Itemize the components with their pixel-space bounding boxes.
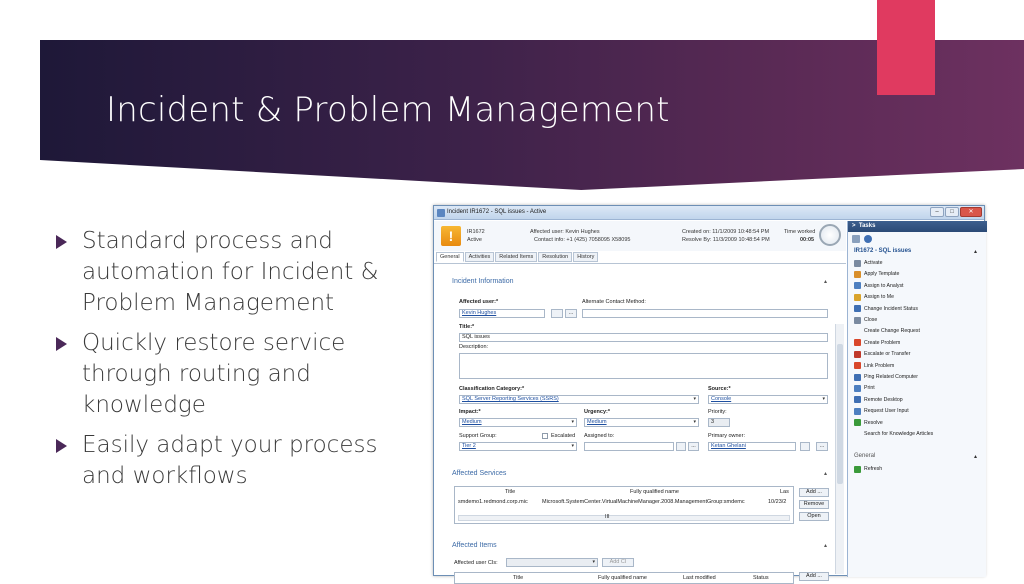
bullet-text: Standard process and automation for Incident & Problem Management [82, 228, 379, 316]
task-label: Request User Input [864, 408, 909, 415]
source-dropdown[interactable]: Console ▾ [708, 395, 828, 404]
tab-history[interactable]: History [573, 252, 598, 262]
refresh-icon [854, 466, 861, 473]
minimize-button[interactable]: – [930, 207, 944, 217]
bullet-list [56, 226, 396, 501]
task-label: Resolve [864, 419, 883, 426]
task-icon [854, 408, 861, 415]
incident-window [433, 205, 985, 581]
column-header-fqn[interactable]: Fully qualified name [598, 575, 647, 581]
task-icon [854, 396, 861, 403]
task-item[interactable] [854, 395, 903, 405]
general-tab-content [434, 263, 846, 581]
task-item[interactable] [854, 361, 894, 371]
priority-label: Priority: [708, 409, 727, 415]
add-service-button[interactable]: Add ... [799, 488, 829, 497]
impact-dropdown[interactable]: Medium ▾ [459, 418, 577, 427]
urgency-label: Urgency:* [584, 409, 610, 415]
tasks-section-general: General [854, 453, 876, 459]
incident-form [434, 221, 846, 581]
task-icon [854, 282, 861, 289]
help-icon[interactable] [864, 235, 872, 243]
classification-dropdown[interactable]: SQL Server Reporting Services (SSRS) ▾ [459, 395, 699, 404]
affected-user-summary: Affected user: Kevin Hughes [530, 229, 600, 235]
bullet-text: Easily adapt your process and workflows [82, 432, 378, 489]
affected-user-lookup-button[interactable] [551, 309, 563, 318]
task-icon [854, 431, 861, 438]
task-label: Search for Knowledge Articles [864, 431, 934, 437]
task-item[interactable] [854, 429, 933, 439]
scroll-grip: III [605, 514, 610, 520]
task-label: Apply Template [864, 271, 900, 278]
window-title: Incident IR1672 - SQL issues - Active [447, 209, 547, 215]
description-label: Description: [459, 344, 489, 350]
affected-items-heading[interactable]: Affected Items [452, 542, 497, 549]
task-icon [854, 362, 861, 369]
bullet-item [56, 328, 396, 421]
stopwatch-icon[interactable] [819, 224, 841, 246]
task-icon [854, 260, 861, 267]
affected-user-label: Affected user:* [459, 299, 499, 305]
table-cell-fqn[interactable]: Microsoft.SystemCenter.VirtualMachineManager.2008.ManagementGroup:smdemc [542, 499, 745, 505]
task-label: Assign to Analyst [864, 282, 904, 289]
maximize-button[interactable]: □ [945, 207, 959, 217]
column-header-last[interactable]: Las [780, 489, 789, 495]
column-header-status[interactable]: Status [753, 575, 769, 581]
description-field[interactable] [459, 353, 828, 379]
table-cell-last[interactable]: 10/23/2 [768, 499, 787, 505]
support-group-label: Support Group: [459, 433, 497, 439]
incident-id: IR1672 [467, 229, 485, 235]
time-worked-label: Time worked [784, 229, 816, 235]
affected-user-field[interactable]: Kevin Hughes [459, 309, 545, 318]
task-item[interactable] [854, 304, 918, 314]
add-ci-button[interactable]: Add CI [602, 558, 634, 567]
priority-field: 3 [708, 418, 730, 427]
tasks-section-incident: IR1672 - SQL issues [854, 248, 912, 254]
task-icon [854, 294, 861, 301]
tasks-header[interactable]: > Tasks [848, 221, 987, 232]
affected-user-browse-button[interactable]: ... [565, 309, 577, 318]
task-item[interactable] [854, 418, 883, 428]
escalated-label: Escalated [551, 433, 576, 439]
close-button[interactable]: ✕ [960, 207, 982, 217]
affected-items-grid [454, 572, 794, 584]
task-icon [854, 328, 861, 335]
task-icon [854, 351, 861, 358]
task-label: Print [864, 385, 875, 392]
bullet-item [56, 430, 396, 492]
primary-owner-field[interactable]: Ketan Ghelani [708, 442, 796, 451]
collapse-icon[interactable]: ▴ [974, 454, 978, 460]
table-cell-title[interactable]: smdemo1.redmond.corp.mic [458, 499, 528, 505]
task-label: Escalate or Transfer [864, 351, 911, 358]
bullet-text: Quickly restore service through routing and knowledge [82, 330, 346, 418]
task-item[interactable] [854, 349, 910, 359]
incident-status: Active [467, 237, 482, 243]
task-label: Change Incident Status [864, 305, 918, 312]
contact-info: Contact info: +1 (425) 7058095 X58095 [534, 237, 631, 243]
urgency-dropdown[interactable]: Medium ▾ [584, 418, 699, 427]
bullet-item [56, 226, 396, 319]
tasks-toolbar [852, 235, 872, 243]
incident-header [434, 221, 846, 251]
task-label: Refresh [864, 466, 883, 472]
classification-label: Classification Category:* [459, 386, 525, 392]
tab-strip [436, 252, 598, 262]
add-item-button[interactable]: Add ... [799, 572, 829, 581]
column-header-fqn[interactable]: Fully qualified name [630, 489, 679, 495]
pane-icon[interactable] [852, 235, 860, 243]
task-icon [854, 271, 861, 278]
created-on: Created on: 11/1/2009 10:48:54 PM [682, 229, 770, 235]
task-item[interactable] [854, 406, 909, 416]
column-header-title[interactable]: Title [513, 575, 524, 581]
assigned-to-lookup-button[interactable] [676, 442, 686, 451]
task-item-refresh[interactable] [854, 464, 882, 474]
window-titlebar[interactable] [434, 206, 984, 220]
alternate-contact-label: Alternate Contact Method: [582, 299, 646, 305]
slide-title: Incident & Problem Management [106, 90, 670, 130]
assigned-to-field[interactable] [584, 442, 674, 451]
accent-tab [877, 0, 935, 95]
support-group-dropdown[interactable]: Tier 2 ▾ [459, 442, 577, 451]
task-label: Link Problem [864, 362, 895, 369]
triangle-bullet-icon [56, 439, 67, 453]
task-item[interactable] [854, 292, 894, 302]
primary-owner-label: Primary owner: [708, 433, 745, 439]
affected-services-heading[interactable]: Affected Services [452, 470, 507, 477]
task-item[interactable] [854, 372, 918, 382]
tab-related-items[interactable]: Related Items [495, 252, 537, 262]
scrollbar-thumb[interactable] [837, 344, 843, 484]
task-item[interactable] [854, 281, 904, 291]
collapse-icon[interactable]: ▴ [824, 279, 828, 285]
task-label: Activate [864, 260, 883, 266]
collapse-icon[interactable]: ▴ [824, 543, 828, 549]
task-label: Create Change Request [864, 328, 920, 335]
affected-services-grid [454, 486, 794, 524]
app-icon [437, 209, 445, 217]
window-controls [930, 207, 982, 217]
task-item[interactable] [854, 269, 899, 279]
title-field[interactable]: SQL issues [459, 333, 828, 342]
task-icon [854, 374, 861, 381]
primary-owner-lookup-button[interactable] [800, 442, 810, 451]
tab-resolution[interactable]: Resolution [538, 252, 572, 262]
task-item[interactable] [854, 258, 882, 268]
tab-general[interactable]: General [436, 252, 464, 262]
triangle-bullet-icon [56, 235, 67, 249]
primary-owner-browse-button[interactable]: ... [816, 442, 828, 451]
task-label: Assign to Me [864, 294, 894, 301]
task-item[interactable] [854, 326, 920, 336]
alternate-contact-field[interactable] [582, 309, 828, 318]
vertical-scrollbar[interactable] [835, 324, 844, 574]
task-icon [854, 317, 861, 324]
task-label: Create Problem [864, 339, 901, 346]
time-worked-value: 00:05 [800, 237, 815, 243]
warning-icon: ! [441, 226, 461, 246]
task-item[interactable] [854, 338, 900, 348]
resolve-by: Resolve By: 11/3/2009 10:48:54 PM [682, 237, 770, 243]
task-icon [854, 339, 861, 346]
assigned-to-browse-button[interactable]: ... [688, 442, 699, 451]
affected-user-cis-label: Affected user CIs: [454, 560, 498, 566]
impact-label: Impact:* [459, 409, 481, 415]
escalated-checkbox[interactable] [542, 433, 548, 439]
triangle-bullet-icon [56, 337, 67, 351]
task-label: Close [864, 317, 878, 323]
task-label: Remote Desktop [864, 396, 903, 403]
task-icon [854, 419, 861, 426]
open-service-button[interactable]: Open [799, 512, 829, 521]
collapse-icon[interactable]: ▴ [824, 471, 828, 477]
task-label: Ping Related Computer [864, 374, 918, 380]
tasks-header-label: Tasks [858, 223, 876, 229]
tasks-pane [847, 221, 986, 577]
incident-information-heading[interactable]: Incident Information [452, 278, 514, 285]
title-label: Title:* [459, 324, 475, 330]
remove-service-button[interactable]: Remove [799, 500, 829, 509]
collapse-icon[interactable]: ▴ [974, 249, 978, 255]
tab-activities[interactable]: Activities [465, 252, 495, 262]
task-icon [854, 385, 861, 392]
affected-user-cis-dropdown[interactable] [506, 558, 598, 567]
task-icon [854, 305, 861, 312]
column-header-title[interactable]: Title [505, 489, 516, 495]
horizontal-scrollbar[interactable] [458, 515, 790, 521]
source-label: Source:* [708, 386, 731, 392]
task-item[interactable] [854, 383, 875, 393]
task-item[interactable] [854, 315, 877, 325]
column-header-last-modified[interactable]: Last modified [683, 575, 716, 581]
assigned-to-label: Assigned to: [584, 433, 615, 439]
